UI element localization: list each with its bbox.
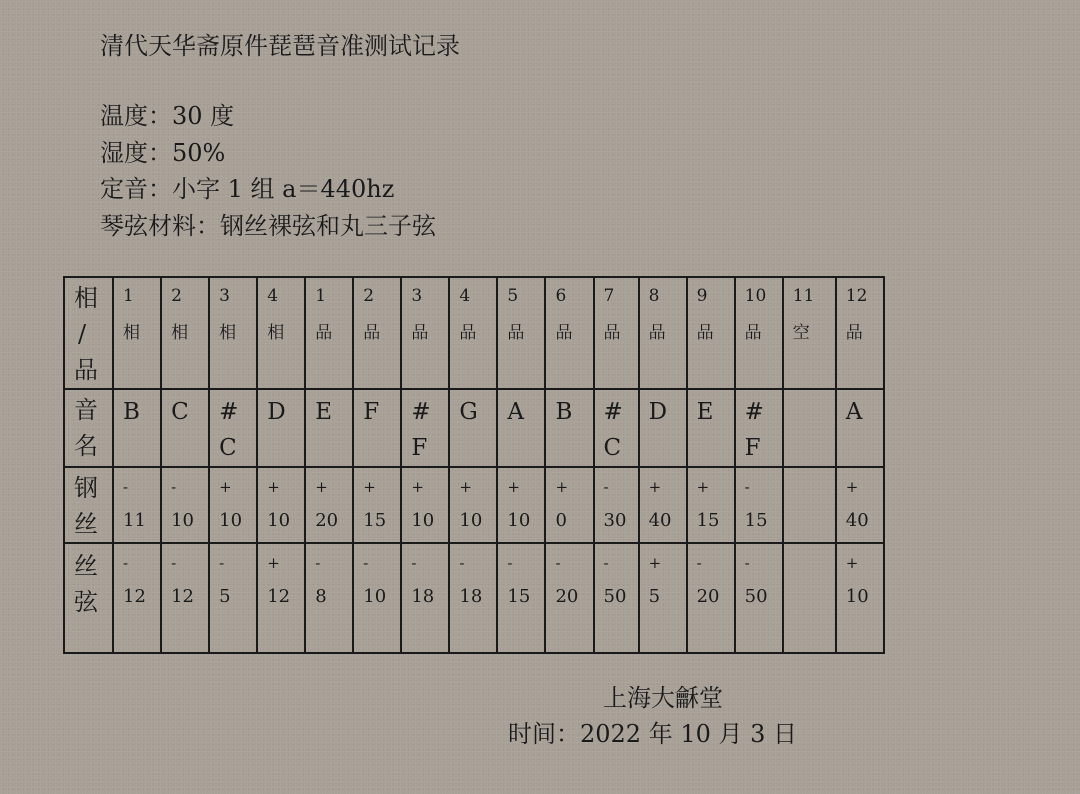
position-type: 相 xyxy=(219,323,237,343)
pitch-test-table xyxy=(63,276,885,654)
position-number: 11 xyxy=(792,286,815,306)
silk-deviation-cell xyxy=(113,543,161,653)
silk-deviation-value: 10 xyxy=(845,586,869,607)
position-number: 2 xyxy=(171,286,182,306)
row-header-char: 相 xyxy=(74,284,98,312)
position-cell xyxy=(401,277,449,389)
position-type: 品 xyxy=(744,323,762,343)
silk-deviation-cell xyxy=(687,543,735,653)
note-name-cell xyxy=(353,389,401,467)
note-name-cell xyxy=(449,389,497,467)
position-cell xyxy=(353,277,401,389)
silk-deviation-value: 12 xyxy=(171,586,194,607)
note-name-line: C xyxy=(603,435,622,461)
position-number: 2 xyxy=(363,286,375,306)
position-cell xyxy=(497,277,545,389)
silk-deviation-sign: - xyxy=(744,554,750,572)
note-name-line: # xyxy=(744,399,764,425)
steel-deviation-sign: - xyxy=(171,478,177,496)
steel-deviation-cell xyxy=(545,467,593,543)
note-name-text xyxy=(546,390,592,430)
steel-deviation-value: 10 xyxy=(411,510,435,531)
steel-deviation-cell xyxy=(353,467,401,543)
position-type: 品 xyxy=(411,323,429,343)
silk-deviation-value xyxy=(784,554,835,568)
silk-deviation-value: 15 xyxy=(507,586,531,607)
measurement-info xyxy=(100,98,436,244)
steel-deviation-sign: - xyxy=(744,478,750,496)
note-name-row xyxy=(64,389,884,467)
position-number: 4 xyxy=(267,286,279,306)
position-number: 5 xyxy=(507,286,519,306)
note-name-cell xyxy=(639,389,687,467)
position-cell xyxy=(783,277,836,389)
test-date: 时间：2022 年 10 月 3 日 xyxy=(508,720,798,748)
steel-deviation-cell xyxy=(836,467,884,543)
position-cell xyxy=(594,277,639,389)
silk-deviation-cell xyxy=(594,543,639,653)
note-name-line: F xyxy=(411,435,428,461)
position-number: 1 xyxy=(123,286,134,306)
silk-deviation-cell xyxy=(836,543,884,653)
steel-deviation-cell xyxy=(735,467,783,543)
steel-deviation-value: 10 xyxy=(171,510,194,531)
note-name-cell xyxy=(687,389,735,467)
position-type: 品 xyxy=(696,323,714,343)
steel-deviation-value: 15 xyxy=(363,510,387,531)
steel-deviation-value: 10 xyxy=(507,510,531,531)
note-name-text xyxy=(498,390,544,430)
steel-deviation-value: 40 xyxy=(648,510,672,531)
silk-deviation-sign: - xyxy=(123,554,129,572)
steel-deviation-value: 11 xyxy=(123,510,146,531)
silk-deviation-value: 20 xyxy=(696,586,720,607)
position-cell xyxy=(735,277,783,389)
steel-deviation-sign: + xyxy=(555,478,569,496)
position-type: 品 xyxy=(315,323,333,343)
note-name-line: E xyxy=(315,399,333,425)
note-name-cell xyxy=(836,389,884,467)
organization-name: 上海大龢堂 xyxy=(603,684,723,712)
steel-deviation-cell xyxy=(449,467,497,543)
silk-deviation-sign: + xyxy=(845,554,859,572)
temperature-line: 温度：30 度 xyxy=(100,102,235,130)
position-cell xyxy=(209,277,257,389)
silk-deviation-sign: - xyxy=(459,554,465,572)
silk-deviation-sign: - xyxy=(219,554,225,572)
steel-deviation-sign: + xyxy=(845,478,859,496)
steel-deviation-sign: + xyxy=(459,478,472,496)
silk-deviation-sign: - xyxy=(696,554,702,572)
silk-deviation-cell xyxy=(497,543,545,653)
note-name-cell xyxy=(161,389,209,467)
position-type: 品 xyxy=(363,323,381,343)
position-cell xyxy=(687,277,735,389)
steel-deviation-cell xyxy=(783,467,836,543)
steel-deviation-sign: + xyxy=(219,478,232,496)
steel-deviation-value: 0 xyxy=(555,510,567,531)
silk-deviation-cell xyxy=(639,543,687,653)
position-number: 9 xyxy=(696,286,708,306)
note-name-line: G xyxy=(459,399,478,425)
silk-deviation-cell xyxy=(209,543,257,653)
silk-deviation-value: 10 xyxy=(363,586,387,607)
position-type: 相 xyxy=(123,323,141,343)
row-header-char: / xyxy=(78,320,87,348)
steel-deviation-sign: + xyxy=(363,478,376,496)
position-number: 12 xyxy=(845,286,868,306)
note-name-cell xyxy=(594,389,639,467)
silk-deviation-cell xyxy=(257,543,305,653)
note-name-line: # xyxy=(411,399,431,425)
document-title: 清代天华斋原件琵琶音准测试记录 xyxy=(100,32,460,60)
note-name-line: # xyxy=(219,399,239,425)
steel-deviation-value: 30 xyxy=(603,510,627,531)
tuning-line: 定音：小字 1 组 a＝440hz xyxy=(100,175,395,203)
note-name-cell xyxy=(113,389,161,467)
note-name-text xyxy=(784,390,835,394)
note-name-text xyxy=(688,390,734,430)
silk-deviation-sign: + xyxy=(648,554,662,572)
row-header-position xyxy=(64,277,113,389)
position-type: 品 xyxy=(459,323,477,343)
steel-deviation-value: 40 xyxy=(845,510,869,531)
note-name-text xyxy=(306,390,352,430)
steel-deviation-cell xyxy=(257,467,305,543)
silk-deviation-cell xyxy=(305,543,353,653)
position-number: 1 xyxy=(315,286,327,306)
steel-deviation-sign xyxy=(784,468,835,478)
note-name-cell xyxy=(545,389,593,467)
silk-deviation-cell xyxy=(783,543,836,653)
note-name-line: F xyxy=(744,435,761,461)
silk-deviation-value: 50 xyxy=(603,586,627,607)
note-name-line: A xyxy=(845,399,863,425)
note-name-line: D xyxy=(267,399,286,425)
silk-deviation-sign: - xyxy=(507,554,513,572)
silk-deviation-value: 12 xyxy=(123,586,146,607)
note-name-line: E xyxy=(696,399,714,425)
note-name-text xyxy=(162,390,208,430)
note-name-cell xyxy=(257,389,305,467)
steel-deviation-cell xyxy=(113,467,161,543)
note-name-text xyxy=(837,390,883,430)
position-type: 品 xyxy=(648,323,666,343)
silk-deviation-value: 50 xyxy=(744,586,768,607)
note-name-cell xyxy=(497,389,545,467)
steel-deviation-value: 15 xyxy=(744,510,768,531)
steel-deviation-cell xyxy=(305,467,353,543)
silk-deviation-cell xyxy=(449,543,497,653)
note-name-line: B xyxy=(123,399,140,425)
silk-deviation-sign: - xyxy=(411,554,417,572)
note-name-line: D xyxy=(648,399,668,425)
silk-deviation-sign: - xyxy=(363,554,369,572)
position-number: 7 xyxy=(603,286,615,306)
position-cell xyxy=(639,277,687,389)
note-name-cell xyxy=(401,389,449,467)
row-header-note-name: 音名 xyxy=(64,389,113,467)
silk-deviation-value: 5 xyxy=(648,586,661,607)
row-header-steel: 钢丝 xyxy=(64,467,113,543)
steel-deviation-cell xyxy=(639,467,687,543)
silk-deviation-cell xyxy=(735,543,783,653)
position-type: 品 xyxy=(603,323,621,343)
position-cell xyxy=(545,277,593,389)
silk-deviation-sign: - xyxy=(171,554,177,572)
silk-deviation-value: 18 xyxy=(411,586,435,607)
note-name-text xyxy=(450,390,496,430)
steel-deviation-cell xyxy=(497,467,545,543)
position-cell xyxy=(113,277,161,389)
steel-deviation-sign: - xyxy=(603,478,609,496)
steel-deviation-cell xyxy=(594,467,639,543)
position-cell xyxy=(161,277,209,389)
position-number: 8 xyxy=(648,286,660,306)
row-header-char: 品 xyxy=(74,356,98,384)
position-number: 10 xyxy=(744,286,767,306)
silk-deviation-sign: - xyxy=(555,554,561,572)
steel-deviation-value: 10 xyxy=(267,510,291,531)
silk-deviation-value: 20 xyxy=(555,586,579,607)
steel-deviation-value xyxy=(784,478,835,492)
steel-deviation-value: 10 xyxy=(219,510,243,531)
position-type: 品 xyxy=(555,323,573,343)
note-name-line: C xyxy=(219,435,237,461)
note-name-line: B xyxy=(555,399,573,425)
position-type: 空 xyxy=(792,323,810,343)
note-name-text xyxy=(258,390,304,430)
note-name-text xyxy=(640,390,686,430)
steel-string-row xyxy=(64,467,884,543)
note-name-text xyxy=(402,390,448,466)
position-cell xyxy=(449,277,497,389)
position-number: 6 xyxy=(555,286,567,306)
silk-deviation-cell xyxy=(545,543,593,653)
position-number: 3 xyxy=(219,286,230,306)
note-name-cell xyxy=(735,389,783,467)
position-type: 相 xyxy=(171,323,189,343)
silk-deviation-sign: + xyxy=(267,554,280,572)
steel-deviation-cell xyxy=(161,467,209,543)
row-header-silk: 丝弦 xyxy=(64,543,113,653)
position-cell xyxy=(257,277,305,389)
silk-deviation-value: 18 xyxy=(459,586,483,607)
silk-deviation-sign xyxy=(784,544,835,554)
position-type: 品 xyxy=(507,323,525,343)
note-name-cell xyxy=(305,389,353,467)
note-name-text xyxy=(354,390,400,430)
silk-deviation-sign: - xyxy=(315,554,321,572)
note-name-line: F xyxy=(363,399,380,425)
steel-deviation-value: 10 xyxy=(459,510,483,531)
note-name-cell xyxy=(209,389,257,467)
silk-deviation-cell xyxy=(353,543,401,653)
steel-deviation-sign: + xyxy=(696,478,710,496)
note-name-text xyxy=(595,390,638,466)
note-name-text xyxy=(114,390,160,430)
silk-deviation-value: 12 xyxy=(267,586,291,607)
steel-deviation-cell xyxy=(687,467,735,543)
silk-deviation-value: 5 xyxy=(219,586,231,607)
position-number: 3 xyxy=(411,286,423,306)
position-cell xyxy=(836,277,884,389)
position-number: 4 xyxy=(459,286,471,306)
steel-deviation-sign: + xyxy=(267,478,280,496)
humidity-line: 湿度：50% xyxy=(100,138,226,167)
silk-deviation-value: 8 xyxy=(315,586,327,607)
silk-deviation-cell xyxy=(161,543,209,653)
note-name-line: A xyxy=(507,399,525,425)
steel-deviation-sign: - xyxy=(123,478,129,496)
position-type: 相 xyxy=(267,323,285,343)
string-material-line: 琴弦材料：钢丝裸弦和丸三子弦 xyxy=(100,211,436,240)
note-name-text xyxy=(210,390,256,466)
silk-string-row xyxy=(64,543,884,653)
steel-deviation-value: 20 xyxy=(315,510,339,531)
steel-deviation-cell xyxy=(209,467,257,543)
note-name-text xyxy=(736,390,782,466)
silk-deviation-sign: - xyxy=(603,554,609,572)
position-row xyxy=(64,277,884,389)
steel-deviation-sign: + xyxy=(411,478,424,496)
note-name-line: # xyxy=(603,399,623,425)
steel-deviation-sign: + xyxy=(315,478,328,496)
position-type: 品 xyxy=(845,323,863,343)
steel-deviation-cell xyxy=(401,467,449,543)
steel-deviation-sign: + xyxy=(507,478,520,496)
steel-deviation-sign: + xyxy=(648,478,662,496)
note-name-line: C xyxy=(171,399,189,425)
silk-deviation-cell xyxy=(401,543,449,653)
steel-deviation-value: 15 xyxy=(696,510,720,531)
note-name-cell xyxy=(783,389,836,467)
position-cell xyxy=(305,277,353,389)
